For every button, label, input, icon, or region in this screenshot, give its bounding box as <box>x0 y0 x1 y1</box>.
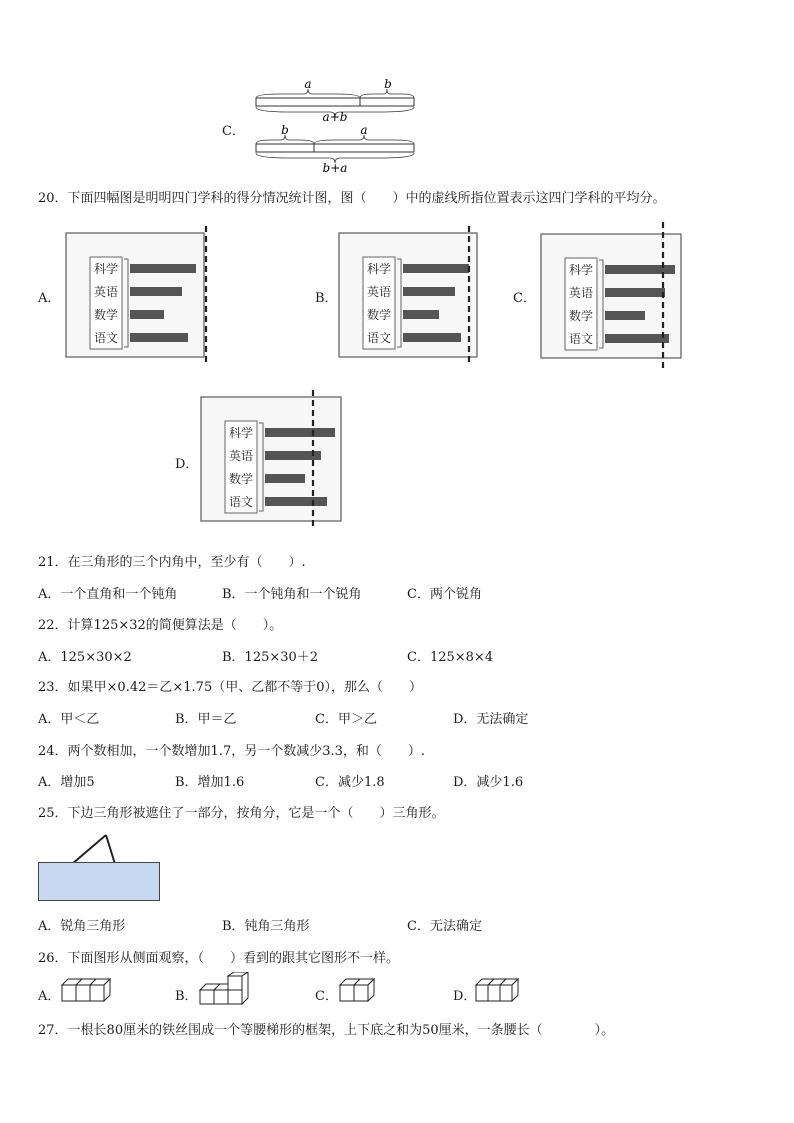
q19-option-c-label: C． <box>222 124 245 139</box>
subject-label: 科学 <box>568 263 594 277</box>
score-bar <box>605 334 669 343</box>
score-bar <box>130 333 188 342</box>
score-bar <box>403 287 455 296</box>
score-bar <box>605 265 675 274</box>
bar-chart-d <box>199 390 349 528</box>
q23-option-d[interactable]: D．无法确定 <box>453 712 529 727</box>
q20-stem: 20．下面四幅图是明明四门学科的得分情况统计图，图（ ）中的虚线所指位置表示这四门学科的平均分。 <box>38 191 666 206</box>
score-bar <box>403 333 461 342</box>
score-bar <box>130 264 196 273</box>
q22-stem: 22．计算125×32的简便算法是（ ）。 <box>38 618 283 633</box>
subject-label: 语文 <box>568 332 594 346</box>
score-bar <box>605 288 665 297</box>
q21-option-a[interactable]: A．一个直角和一个钝角 <box>38 587 178 602</box>
cube-figure-b-icon <box>198 972 250 1006</box>
q21-option-b[interactable]: B．一个钝角和一个锐角 <box>222 587 362 602</box>
subject-label: 科学 <box>93 262 119 276</box>
subject-label: 数学 <box>568 309 594 323</box>
bottom-bar-left-label: b <box>281 123 289 137</box>
q27-stem: 27．一根长80厘米的铁丝围成一个等腰梯形的框架，上下底之和为50厘米，一条腰长（ ）。 <box>38 1023 615 1038</box>
subject-label: 英语 <box>568 286 594 300</box>
score-bar <box>403 310 439 319</box>
top-bar-left-label: a <box>304 77 312 91</box>
bottom-bar-sum-label: b+a <box>322 161 348 175</box>
segment-diagram <box>250 76 425 176</box>
score-bar <box>265 497 327 506</box>
q26-option-b-label[interactable]: B． <box>175 989 198 1004</box>
bar-chart-a <box>64 226 212 364</box>
subject-label: 英语 <box>228 449 254 463</box>
q20-option-a-label[interactable]: A． <box>38 291 61 306</box>
score-bar <box>130 310 164 319</box>
q24-option-b[interactable]: B．增加1.6 <box>175 775 245 790</box>
q22-option-b[interactable]: B．125×30＋2 <box>222 650 319 665</box>
q26-option-a-label[interactable]: A． <box>38 989 61 1004</box>
subject-label: 英语 <box>366 285 392 299</box>
q24-option-d[interactable]: D．减少1.6 <box>453 775 524 790</box>
bar-chart-b <box>337 226 485 364</box>
subject-label: 语文 <box>93 331 119 345</box>
subject-label: 科学 <box>228 426 254 440</box>
q26-option-d-label[interactable]: D． <box>453 989 477 1004</box>
score-bar <box>130 287 182 296</box>
cube-figure-a-icon <box>60 975 112 1005</box>
q21-stem: 21．在三角形的三个内角中，至少有（ ）. <box>38 555 306 570</box>
subject-label: 数学 <box>228 472 254 486</box>
score-bar <box>605 311 645 320</box>
q23-stem: 23．如果甲×0.42＝乙×1.75（甲、乙都不等于0），那么（ ） <box>38 680 422 695</box>
q22-option-a[interactable]: A．125×30×2 <box>38 650 132 665</box>
q26-option-c-label[interactable]: C． <box>315 989 338 1004</box>
top-bar-right-label: b <box>384 77 392 91</box>
score-bar <box>265 474 305 483</box>
score-bar <box>403 264 469 273</box>
subject-label: 英语 <box>93 285 119 299</box>
cube-figure-c-icon <box>338 975 382 1005</box>
q23-option-b[interactable]: B．甲＝乙 <box>175 712 237 727</box>
q20-option-d-label[interactable]: D． <box>175 457 199 472</box>
subject-label: 语文 <box>366 331 392 345</box>
q22-option-c[interactable]: C．125×8×4 <box>407 650 494 665</box>
q20-option-c-label[interactable]: C． <box>513 291 536 306</box>
q24-stem: 24．两个数相加，一个数增加1.7，另一个数减少3.3，和（ ）. <box>38 744 426 759</box>
q20-option-b-label[interactable]: B． <box>315 291 338 306</box>
q25-option-c[interactable]: C．无法确定 <box>407 919 482 934</box>
subject-label: 数学 <box>366 308 392 322</box>
q24-option-a[interactable]: A．增加5 <box>38 775 95 790</box>
subject-label: 语文 <box>228 495 254 509</box>
bottom-bar-right-label: a <box>360 123 368 137</box>
q21-option-c[interactable]: C．两个锐角 <box>407 587 482 602</box>
q25-option-b[interactable]: B．钝角三角形 <box>222 919 310 934</box>
bar-chart-c <box>539 222 689 370</box>
q25-option-a[interactable]: A．锐角三角形 <box>38 919 126 934</box>
subject-label: 数学 <box>93 308 119 322</box>
q25-stem: 25．下边三角形被遮住了一部分，按角分，它是一个（ ）三角形。 <box>38 806 445 821</box>
q24-option-c[interactable]: C．减少1.8 <box>315 775 385 790</box>
q23-option-a[interactable]: A．甲＜乙 <box>38 712 100 727</box>
score-bar <box>265 428 335 437</box>
subject-label: 科学 <box>366 262 392 276</box>
top-bar-sum-label: a+b <box>322 110 348 124</box>
q23-option-c[interactable]: C．甲＞乙 <box>315 712 377 727</box>
q26-stem: 26．下面图形从侧面观察，（ ）看到的跟其它图形不一样。 <box>38 951 400 966</box>
cover-rectangle <box>38 862 160 901</box>
cube-figure-d-icon <box>474 975 522 1005</box>
